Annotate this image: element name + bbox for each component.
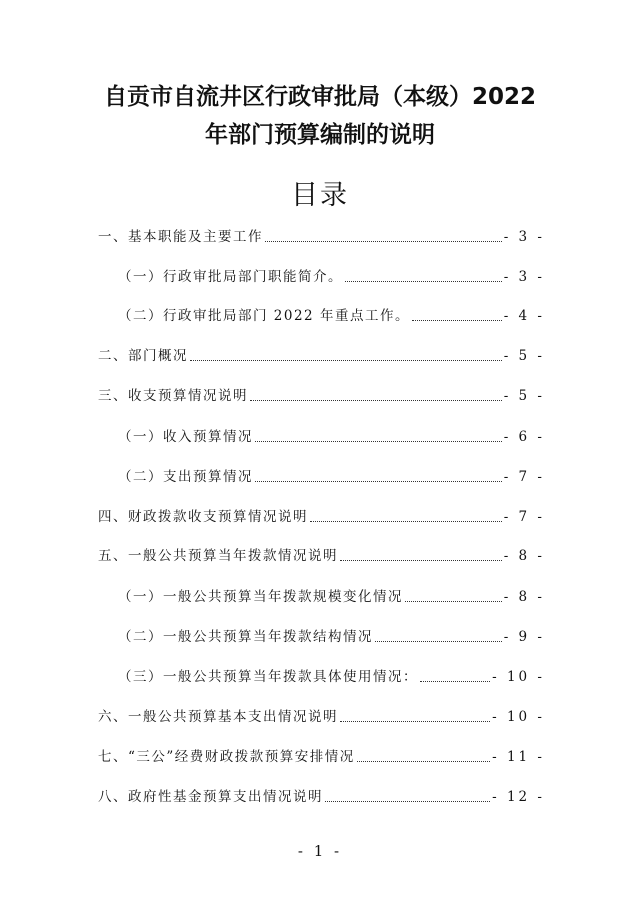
toc-entry[interactable] [98,542,545,566]
toc-entry-label: 五、一般公共预算当年拨款情况说明 [98,548,338,564]
toc-entry-label: 三、收支预算情况说明 [98,388,248,404]
toc-entry-label: 七、“三公”经费财政拨款预算安排情况 [98,749,355,765]
toc-entry-page: - 8 - [503,548,545,564]
toc-dot-leader [250,400,502,401]
toc-dot-leader [412,320,502,321]
toc-entry-label: 四、财政拨款收支预算情况说明 [98,509,308,525]
toc-dot-leader [405,601,502,602]
toc-entry[interactable] [118,663,545,687]
toc-entry[interactable] [118,263,545,287]
toc-entry-page: - 7 - [503,509,545,525]
toc-dot-leader [340,560,502,561]
toc-heading: 目录 [291,180,349,211]
toc-entry[interactable] [98,783,545,807]
toc-dot-leader [190,360,502,361]
toc-entry[interactable] [118,583,545,607]
toc-entry-label: （一）收入预算情况 [118,429,253,445]
toc-dot-leader [255,441,502,442]
toc-dot-leader [357,761,490,762]
toc-entry[interactable] [98,382,545,406]
toc-entry-label: （一）行政审批局部门职能简介。 [118,269,343,285]
toc-dot-leader [310,521,502,522]
toc-dot-leader [420,681,490,682]
toc-entry-label: （一）一般公共预算当年拨款规模变化情况 [118,589,403,605]
toc-entry-page: - 3 - [503,229,545,245]
toc-entry-page: - 4 - [503,308,545,324]
toc-entry-page: - 11 - [492,749,545,765]
toc-entry-page: - 10 - [492,709,545,725]
toc-entry-page: - 5 - [503,388,545,404]
toc-entry-label: 一、基本职能及主要工作 [98,229,263,245]
document-title-line2: 年部门预算编制的说明 [205,122,435,148]
toc-entry[interactable] [98,503,545,527]
toc-entry-label: （二）一般公共预算当年拨款结构情况 [118,629,373,645]
toc-entry[interactable] [118,623,545,647]
toc-dot-leader [345,281,502,282]
toc-entry[interactable] [98,342,545,366]
toc-entry-page: - 6 - [503,429,545,445]
toc-entry[interactable] [98,743,545,767]
toc-dot-leader [265,241,502,242]
toc-entry-label: （二）支出预算情况 [118,469,253,485]
toc-entry-label: 二、部门概况 [98,348,188,364]
toc-entry-page: - 7 - [503,469,545,485]
toc-dot-leader [325,801,490,802]
toc-dot-leader [340,721,490,722]
toc-entry-page: - 8 - [503,589,545,605]
toc-entry-page: - 10 - [492,669,545,685]
toc-entry[interactable] [118,302,545,326]
toc-entry[interactable] [118,423,545,447]
toc-entry-label: （二）行政审批局部门 2022 年重点工作。 [118,308,410,324]
toc-entry-label: （三）一般公共预算当年拨款具体使用情况： [118,669,418,685]
toc-dot-leader [375,641,502,642]
toc-entry[interactable] [98,703,545,727]
toc-entry-page: - 5 - [503,348,545,364]
page-number-footer: - 1 - [297,842,343,860]
document-title-line1: 自贡市自流井区行政审批局（本级）2022 [103,84,536,110]
toc-entry-page: - 3 - [503,269,545,285]
toc-dot-leader [255,481,502,482]
toc-entry[interactable] [98,223,545,247]
toc-entry-page: - 12 - [492,789,545,805]
toc-entry-label: 六、一般公共预算基本支出情况说明 [98,709,338,725]
toc-entry-label: 八、政府性基金预算支出情况说明 [98,789,323,805]
toc-entry-page: - 9 - [503,629,545,645]
toc-entry[interactable] [118,463,545,487]
